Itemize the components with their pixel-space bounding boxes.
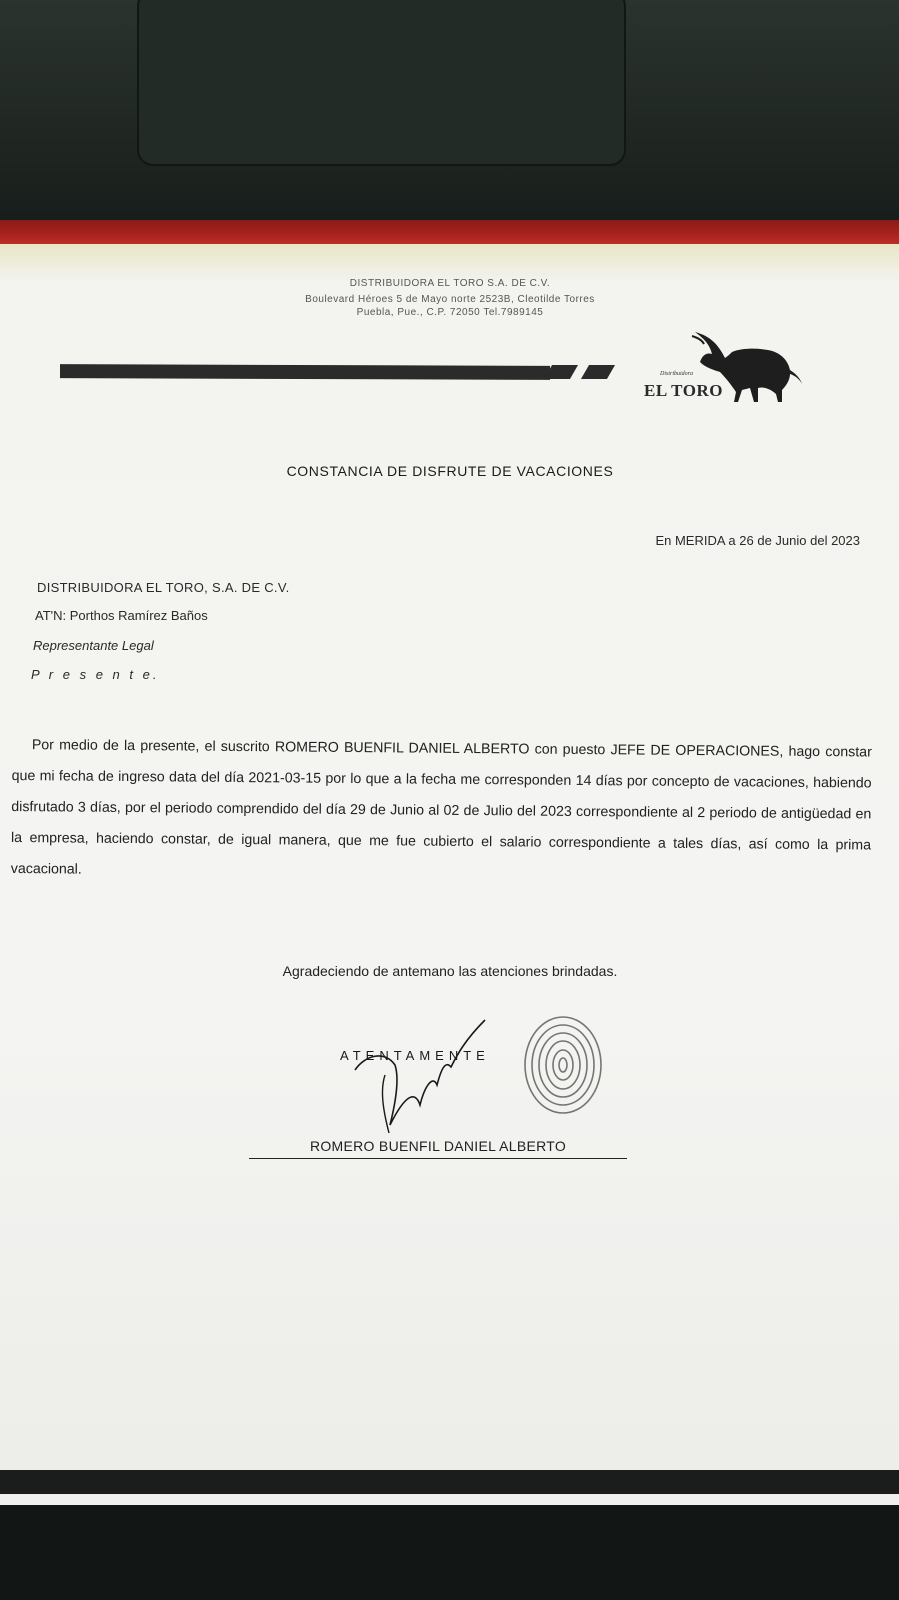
desk-surface (0, 1505, 899, 1600)
footer-bar (0, 1470, 899, 1494)
logo-small-text: Distribuidora (660, 371, 694, 377)
body-text: Por medio de la presente, el suscrito ROMERO BUENFIL DANIEL ALBERTO con puesto JEFE DE OPERACIONES, hago constar que mi fecha de ingreso data del día 2021-03-15 por lo que a la fecha me corresponden 14 días por concepto de vacaciones, habiendo disfrutado 3 días, por el periodo comprendido del día 29 de Junio al 02 de Julio del 2023 correspondiente al 2 periodo de antigüedad en la empresa, haciendo constar, de igual manera, que me fue cubierto el salario correspondiente a tales días, así como la prima vacacional. (10, 737, 872, 878)
logo-text: EL TORO (644, 381, 723, 400)
folder-window (137, 0, 626, 166)
letterhead-address: Boulevard Héroes 5 de Mayo norte 2523B, Cleotilde Torres (305, 294, 595, 305)
recipient-company: DISTRIBUIDORA EL TORO, S.A. DE C.V. (37, 580, 290, 595)
folder-cover (0, 0, 899, 225)
closing-line: Agradeciendo de antemano las atenciones brindadas. (282, 963, 618, 979)
signature-line (249, 1158, 627, 1159)
handwritten-signature (345, 1015, 505, 1140)
letterhead-city: Puebla, Pue., C.P. 72050 Tel.7989145 (356, 307, 544, 318)
recipient-presente: P r e s e n t e. (31, 667, 160, 682)
recipient-attention: AT'N: Porthos Ramírez Baños (35, 608, 208, 623)
document-title: CONSTANCIA DE DISFRUTE DE VACACIONES (286, 463, 614, 479)
letterhead-company: DISTRIBUIDORA EL TORO S.A. DE C.V. (349, 278, 551, 289)
signatory-name: ROMERO BUENFIL DANIEL ALBERTO (309, 1138, 567, 1154)
place-date: En MERIDA a 26 de Junio del 2023 (655, 533, 860, 548)
body-paragraph (11, 730, 872, 892)
header-divider-bar (60, 364, 550, 380)
sign-off: ATENTAMENTE (340, 1048, 490, 1063)
recipient-role: Representante Legal (33, 638, 154, 653)
fingerprint-mark (515, 1010, 615, 1130)
